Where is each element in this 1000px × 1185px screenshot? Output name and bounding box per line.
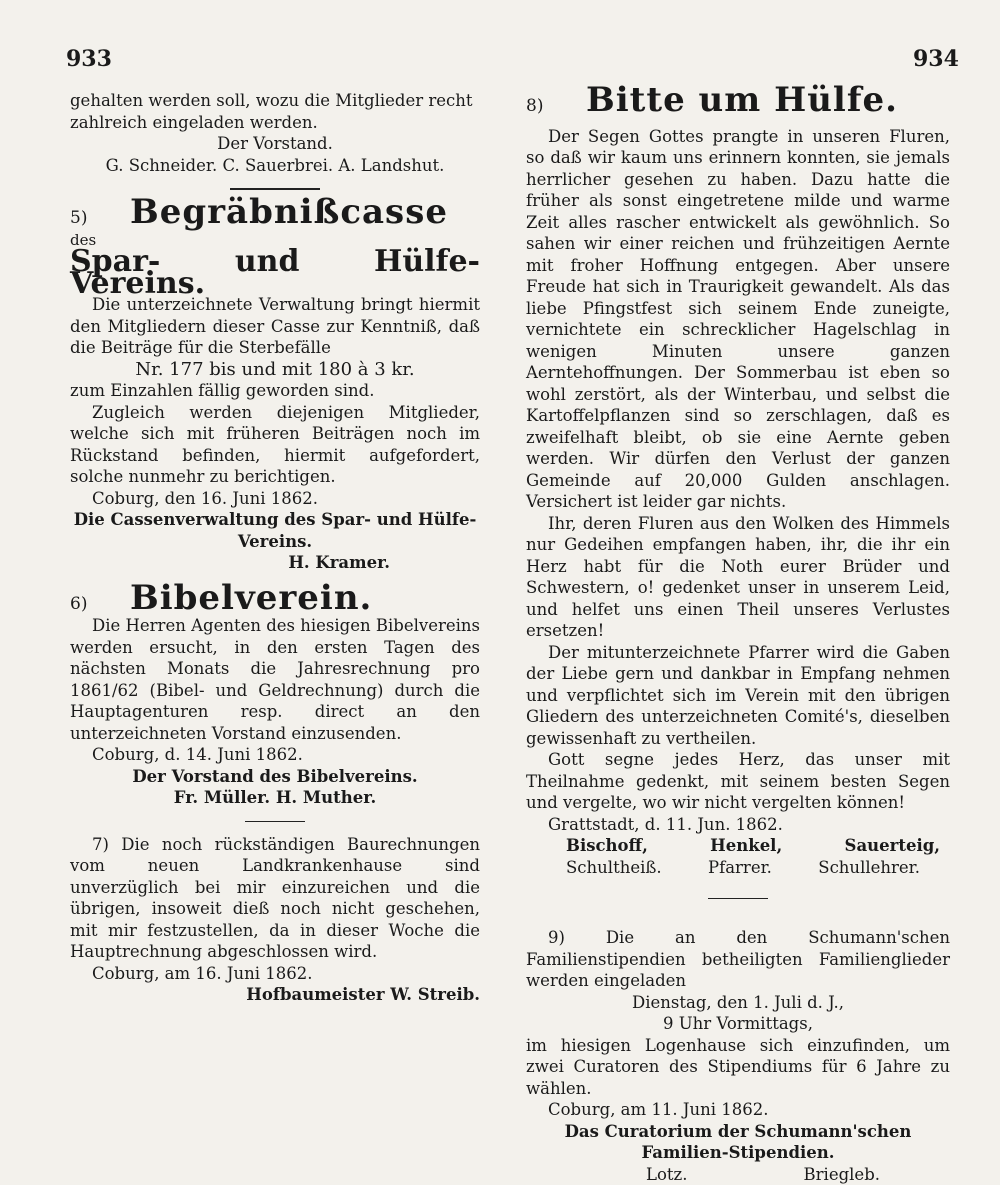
intro-line: zahlreich eingeladen werden. (70, 112, 480, 134)
section-title: Begräbnißcasse (130, 202, 448, 224)
signature: Der Vorstand des Bibelvereins. (70, 766, 480, 788)
signature-name: Fr. Müller. H. Muther. (70, 787, 480, 809)
section-title-2: Spar- und Hülfe-Vereins. (70, 251, 480, 294)
signature-name: Bischoff, (566, 835, 648, 857)
section-5-heading (70, 202, 480, 230)
paragraph: Der mitunterzeichnete Pfarrer wird die Gaben der Liebe gern und dankbar in Empfang nehmen und verpflichtet sich im Verein mit den übrigen Gliedern des unterzeichneten Comité's, dieselben gewissenhaft zu vertheilen. (526, 642, 950, 750)
intro-names: G. Schneider. C. Sauerbrei. A. Landshut. (70, 155, 480, 177)
intro-signature: Der Vorstand. (70, 133, 480, 155)
section-6-heading (70, 588, 480, 616)
meeting-date: Dienstag, den 1. Juli d. J., (526, 992, 950, 1014)
date-line: Coburg, den 16. Juni 1862. (70, 488, 480, 510)
divider (230, 188, 320, 190)
signature-name: Lotz. (646, 1164, 687, 1185)
paragraph: Zugleich werden diejenigen Mitglieder, welche sich mit früheren Beiträgen noch im Rückstand befinden, hiermit aufgefordert, solche nunmehr zu berichtigen. (70, 402, 480, 488)
date-line: Grattstadt, d. 11. Jun. 1862. (526, 814, 950, 836)
paragraph: Die unterzeichnete Verwaltung bringt hiermit den Mitgliedern dieser Casse zur Kenntniß, daß die Beiträge für die Sterbefälle (70, 294, 480, 359)
paragraph: Gott segne jedes Herz, das unser mit Theilnahme gedenkt, mit seinem besten Segen und vergelte, wo wir nicht vergelten können! (526, 749, 950, 814)
right-column (526, 90, 950, 1185)
signature: Hofbaumeister W. Streib. (70, 984, 480, 1006)
date-line: Coburg, d. 14. Juni 1862. (70, 744, 480, 766)
signature: Die Cassenverwaltung des Spar- und Hülfe-Vereins. (70, 509, 480, 552)
divider (245, 821, 305, 822)
page-number-left: 933 (66, 46, 112, 72)
date-line: Coburg, am 16. Juni 1862. (70, 963, 480, 985)
signature-name: Henkel, (710, 835, 782, 857)
signature-name: H. Kramer. (70, 552, 480, 574)
paragraph: Die Herren Agenten des hiesigen Bibelvereins werden ersucht, in den ersten Tagen des nächsten Monats die Jahresrechnung pro 1861/62 (Bibel- und Geldrechnung) durch die Hauptagenturen resp. direct an den unterzeichneten Vorstand einzusenden. (70, 615, 480, 744)
page-number-right: 934 (913, 46, 959, 72)
section-title: Bibelverein. (130, 588, 372, 610)
signature-name: Sauerteig, (845, 835, 940, 857)
section-number: 8) (526, 96, 586, 118)
paragraph: Ihr, deren Fluren aus den Wolken des Himmels nur Gedeihen empfangen haben, ihr, die ihr ein Herz habt für die Noth eurer Brüder und Schwestern, o! gedenket unser in unserem Leid, und helfet uns einen Theil unseres Verlustes ersetzen! (526, 513, 950, 642)
signature-names (526, 835, 950, 857)
date-line: Coburg, am 11. Juni 1862. (526, 1099, 950, 1121)
signature-role: Pfarrer. (708, 857, 772, 879)
divider (708, 898, 768, 899)
signature-names (526, 1164, 950, 1185)
section-title: Bitte um Hülfe. (586, 90, 898, 112)
paragraph: 9) Die an den Schumann'schen Familienstipendien betheiligten Familienglieder werden eingeladen (526, 927, 950, 992)
signature-name: Briegleb. (804, 1164, 880, 1185)
signature-role: Schultheiß. (566, 857, 662, 879)
meeting-time: 9 Uhr Vormittags, (526, 1013, 950, 1035)
section-number: 5) (70, 208, 130, 230)
paragraph: Nr. 177 bis und mit 180 à 3 kr. (70, 359, 480, 381)
paragraph: im hiesigen Logenhause sich einzufinden, um zwei Curatoren des Stipendiums für 6 Jahre zu wählen. (526, 1035, 950, 1100)
paragraph: zum Einzahlen fällig geworden sind. (70, 380, 480, 402)
left-column (70, 90, 480, 1006)
section-subtitle: des (70, 230, 480, 252)
intro-line: gehalten werden soll, wozu die Mitglieder recht (70, 90, 480, 112)
signature: Das Curatorium der Schumann'schen Familien-Stipendien. (526, 1121, 950, 1164)
signature-roles (526, 857, 950, 879)
section-8-heading (526, 90, 950, 118)
paragraph: 7) Die noch rückständigen Baurechnungen vom neuen Landkrankenhause sind unverzüglich bei mir einzureichen und die übrigen, insoweit dieß noch nicht geschehen, mit mir festzustellen, da in dieser Woche die Hauptrechnung abgeschlossen wird. (70, 834, 480, 963)
signature-role: Schullehrer. (818, 857, 920, 879)
section-number: 6) (70, 594, 130, 616)
paragraph: Der Segen Gottes prangte in unseren Fluren, so daß wir kaum uns erinnern konnten, sie jemals herrlicher gesehen zu haben. Dazu hatte die früher als sonst eingetretene milde und warme Zeit alles rascher entwickelt als gewöhnlich. So sahen wir einer reichen und frühzeitigen Aernte mit froher Hoffnung entgegen. Aber unsere Freude hat sich in Traurigkeit gewandelt. Als das liebe Pfingstfest sich seinem Ende zuneigte, vernichtete ein schrecklicher Hagelschlag in wenigen Minuten unsere ganzen Aerntehoffnungen. Der Sommerbau ist eben so wohl zerstört, als der Winterbau, und selbst die Kartoffelpflanzen sind so zerschlagen, daß es zweifelhaft bleibt, ob sie eine Aernte geben werden. Wir dürfen den Verlust der ganzen Gemeinde auf 20,000 Gulden anschlagen. Versichert ist leider gar nichts. (526, 126, 950, 513)
